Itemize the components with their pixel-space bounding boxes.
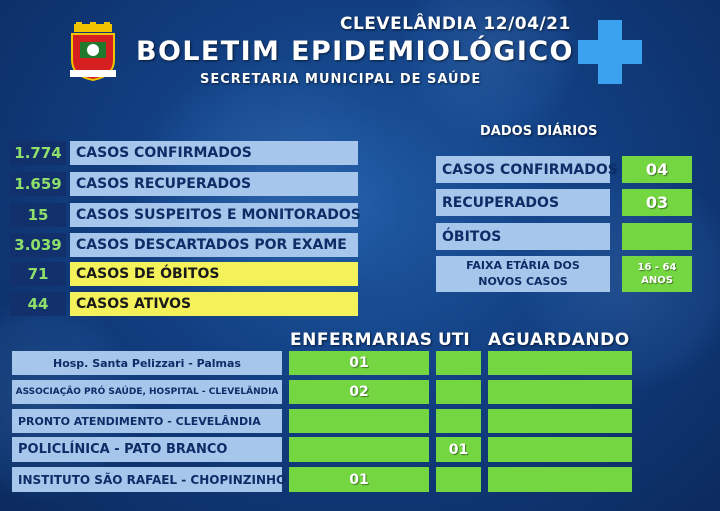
age-range-label — [436, 256, 610, 292]
health-cross-icon — [578, 20, 642, 84]
col-enfermarias: ENFERMARIAS — [290, 330, 433, 350]
uti-cell — [436, 380, 481, 404]
col-uti: UTI — [438, 330, 470, 350]
enfermarias-cell: 01 — [289, 351, 429, 375]
deaths-count: 71 — [10, 262, 66, 286]
aguardando-cell — [488, 380, 632, 404]
age-range-value-line1: 16 - 64 — [637, 262, 677, 273]
aguardando-cell — [488, 351, 632, 375]
daily-deaths-label: ÓBITOS — [436, 223, 610, 250]
page-title: BOLETIM EPIDEMIOLÓGICO — [136, 36, 574, 67]
col-aguardando: AGUARDANDO — [488, 330, 630, 350]
hospital-name: INSTITUTO SÃO RAFAEL - CHOPINZINHO — [12, 467, 282, 492]
suspected-label: CASOS SUSPEITOS E MONITORADOS — [70, 203, 358, 227]
enfermarias-cell — [289, 437, 429, 462]
suspected-count: 15 — [10, 203, 66, 227]
daily-recovered-value: 03 — [622, 189, 692, 216]
hospital-name: PRONTO ATENDIMENTO - CLEVELÂNDIA — [12, 409, 282, 433]
uti-cell — [436, 351, 481, 375]
hospital-name: Hosp. Santa Pelizzari - Palmas — [12, 351, 282, 375]
page-subtitle: SECRETARIA MUNICIPAL DE SAÚDE — [200, 72, 482, 87]
location-date: CLEVELÂNDIA 12/04/21 — [340, 14, 571, 34]
hospital-name: ASSOCIAÇÃO PRÓ SAÚDE, HOSPITAL - CLEVELÂNDIA — [12, 380, 282, 404]
daily-heading: DADOS DIÁRIOS — [480, 124, 598, 139]
aguardando-cell — [488, 437, 632, 462]
deaths-label: CASOS DE ÓBITOS — [70, 262, 358, 286]
enfermarias-cell: 01 — [289, 467, 429, 492]
uti-cell: 01 — [436, 437, 481, 462]
aguardando-cell — [488, 467, 632, 492]
hospital-name: POLICLÍNICA - PATO BRANCO — [12, 437, 282, 462]
uti-cell — [436, 467, 481, 492]
confirmed-label: CASOS CONFIRMADOS — [70, 141, 358, 165]
age-range-label-line2: NOVOS CASOS — [478, 275, 568, 288]
daily-recovered-label: RECUPERADOS — [436, 189, 610, 216]
recovered-count: 1.659 — [10, 172, 66, 196]
daily-confirmed-label: CASOS CONFIRMADOS — [436, 156, 610, 183]
confirmed-count: 1.774 — [10, 141, 66, 165]
age-range-label-line1: FAIXA ETÁRIA DOS — [466, 259, 580, 272]
recovered-label: CASOS RECUPERADOS — [70, 172, 358, 196]
aguardando-cell — [488, 409, 632, 433]
age-range-value-line2: ANOS — [641, 275, 673, 286]
daily-confirmed-value: 04 — [622, 156, 692, 183]
discarded-label: CASOS DESCARTADOS POR EXAME — [70, 233, 358, 257]
daily-deaths-value — [622, 223, 692, 250]
discarded-count: 3.039 — [10, 233, 66, 257]
coat-of-arms-logo — [66, 22, 120, 82]
enfermarias-cell — [289, 409, 429, 433]
active-label: CASOS ATIVOS — [70, 292, 358, 316]
uti-cell — [436, 409, 481, 433]
active-count: 44 — [10, 292, 66, 316]
age-range-value — [622, 256, 692, 292]
enfermarias-cell: 02 — [289, 380, 429, 404]
